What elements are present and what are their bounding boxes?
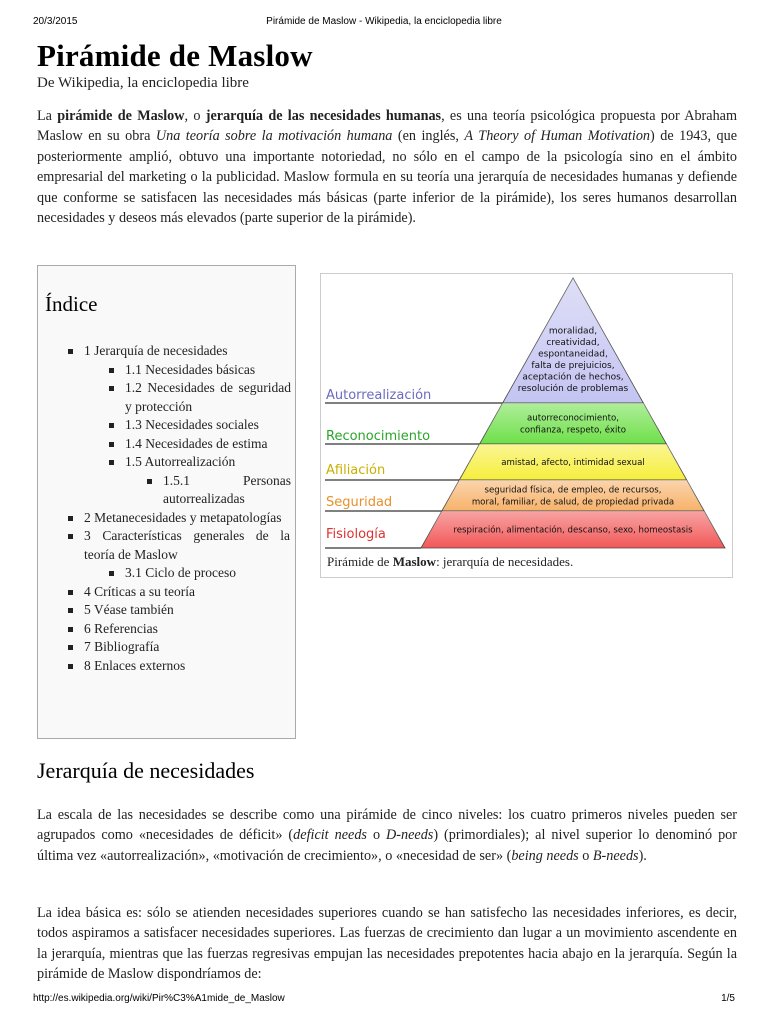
print-url: http://es.wikipedia.org/wiki/Pir%C3%A1mide_de_Maslow: [33, 993, 285, 1004]
toc-item[interactable]: 7 Bibliografía: [84, 638, 290, 657]
toc-item[interactable]: 1.1 Necesidades básicas: [125, 361, 291, 380]
toc-title: Índice: [45, 292, 98, 316]
bold-term: pirámide de Maslow: [57, 108, 185, 124]
toc-item[interactable]: 1 Jerarquía de necesidades: [84, 342, 290, 361]
toc-item[interactable]: 6 Referencias: [84, 620, 290, 639]
print-page-number: 1/5: [721, 993, 735, 1004]
level-name-label: Seguridad: [326, 495, 393, 510]
level-name-label: Fisiología: [326, 527, 386, 542]
level-description-text: amistad, afecto, intimidad sexual: [501, 458, 645, 468]
level-name-label: Reconocimiento: [326, 429, 431, 444]
toc-item[interactable]: 1.5 Autorrealización: [125, 453, 291, 472]
table-of-contents: [37, 265, 296, 739]
level-description-text: aceptación de hechos,: [522, 372, 624, 383]
level-description-text: falta de prejuicios,: [531, 360, 615, 371]
italic-term: D-needs: [386, 827, 434, 844]
toc-item[interactable]: 3.1 Ciclo de proceso: [125, 564, 291, 583]
bold-term: jerarquía de las necesidades humanas: [205, 108, 442, 124]
level-description-text: confianza, respeto, éxito: [520, 425, 626, 436]
section-paragraph: La escala de las necesidades se describe como una pirámide de cinco niveles: los cuatro primeros niveles pueden ser agrupados como «necesidades de déficit» (deficit needs o D-needs) (primordiales); al nivel superior lo denominó por última vez «autorrealización», «motivación de crecimiento», o «necesidad de ser» (being needs o B-needs).: [37, 807, 737, 864]
pyramid-figure: [320, 273, 733, 578]
level-description-text: moral, familiar, de salud, de propiedad privada: [471, 497, 675, 508]
italic-title: A Theory of Human Motivation: [464, 128, 651, 145]
page-title: Pirámide de Maslow: [37, 38, 313, 73]
print-title: Pirámide de Maslow - Wikipedia, la enciclopedia libre: [266, 16, 502, 27]
level-name-label: Autorrealización: [326, 388, 432, 403]
italic-term: deficit needs: [293, 827, 367, 844]
toc-item[interactable]: 1.3 Necesidades sociales: [125, 416, 291, 435]
level-description-text: creatividad,: [546, 337, 600, 348]
toc-item[interactable]: 3 Características generales de la teoría de Maslow: [84, 527, 290, 564]
italic-term: B-needs: [592, 847, 639, 864]
level-description-text: respiración, alimentación, descanso, sexo, homeostasis: [453, 525, 693, 536]
toc-item[interactable]: 4 Críticas a su teoría: [84, 583, 290, 602]
level-name-label: Afiliación: [326, 463, 386, 478]
toc-item[interactable]: 1.2 Necesidades de seguridad y protección: [125, 379, 291, 416]
level-description-text: espontaneidad,: [538, 349, 608, 360]
intro-paragraph: La pirámide de Maslow, o jerarquía de las necesidades humanas, es una teoría psicológica propuesta por Abraham Maslow en su obra Una teoría sobre la motivación humana (en inglés, A Theory of Human Motivation) de 1943, que posteriormente amplió, obtuvo una importante notoriedad, no sólo en el campo de la psicología sino en el ámbito empresarial del marketing o la publicidad. Maslow formula en su teoría una jerarquía de necesidades humanas y defiende que conforme se satisfacen las necesidades más básicas (parte inferior de la pirámide), los seres humanos desarrollan necesidades y deseos más elevados (parte superior de la pirámide).: [37, 108, 737, 227]
toc-item[interactable]: 1.4 Necesidades de estima: [125, 435, 291, 454]
level-description-text: autorreconocimiento,: [526, 413, 620, 424]
toc-list: [38, 342, 297, 675]
section-paragraph: La idea básica es: sólo se atienden necesidades superiores cuando se han satisfecho las necesidades inferiores, es decir, todos aspiramos a satisfacer necesidades superiores. Las fuerzas de crecimiento dan lugar a un movimiento ascendente en la jerarquía, mientras que las fuerzas regresivas empujan las necesidades prepotentes hacia abajo en la jerarquía. Según la pirámide de Maslow dispondríamos de:: [37, 905, 737, 983]
toc-item[interactable]: 2 Metanecesidades y metapatologías: [84, 509, 290, 528]
page-subtitle: De Wikipedia, la enciclopedia libre: [37, 75, 249, 91]
level-description-text: moralidad,: [548, 326, 598, 337]
level-description-text: resolución de problemas: [517, 383, 629, 394]
level-description-text: seguridad física, de empleo, de recursos,: [484, 485, 662, 496]
toc-item[interactable]: 5 Véase también: [84, 601, 290, 620]
figure-caption: Pirámide de Maslow: jerarquía de necesidades.: [327, 554, 574, 569]
pyramid-level-shine: [480, 403, 667, 444]
italic-title: Una teoría sobre la motivación humana: [155, 128, 393, 145]
caption-bold: Maslow: [392, 554, 437, 569]
toc-item[interactable]: 8 Enlaces externos: [84, 657, 290, 676]
maslow-pyramid-diagram[interactable]: [321, 274, 732, 550]
italic-term: being needs: [511, 847, 579, 864]
toc-item[interactable]: 1.5.1 Personas autorrealizadas: [163, 472, 291, 509]
print-date: 20/3/2015: [33, 16, 78, 27]
section-heading: Jerarquía de necesidades: [37, 758, 255, 783]
